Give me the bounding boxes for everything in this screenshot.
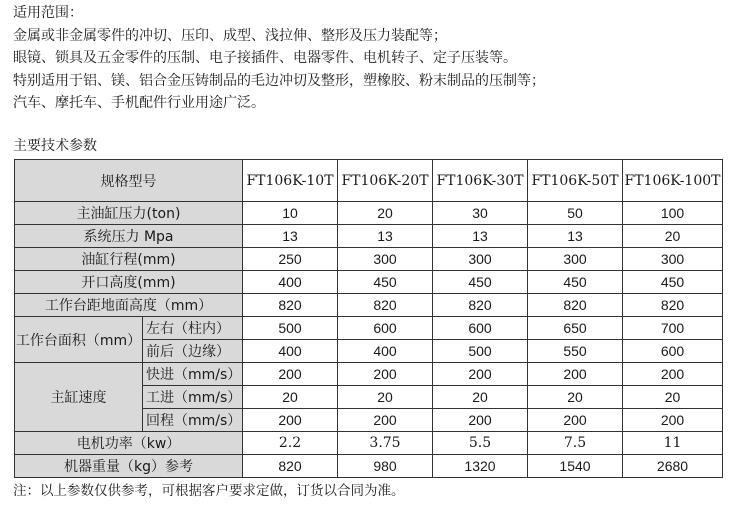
table-row [15, 271, 723, 294]
value-cell: 13 [243, 225, 338, 248]
section-title: 主要技术参数 [13, 138, 97, 154]
value-cell: 30 [433, 202, 528, 225]
table-row [15, 363, 723, 386]
group-label: 工作台面积（mm） [15, 317, 143, 363]
value-cell: 100 [623, 202, 723, 225]
model-cell: FT106K-20T [338, 160, 433, 202]
value-cell: 820 [243, 455, 338, 478]
value-cell: 300 [433, 248, 528, 271]
value-cell: 20 [338, 202, 433, 225]
value-cell: 200 [528, 363, 623, 386]
table-row [15, 455, 723, 478]
table-row [15, 317, 723, 340]
model-cell: FT106K-50T [528, 160, 623, 202]
row-label: 系统压力 Mpa [15, 225, 243, 248]
sub-label: 前后（边缘） [143, 340, 243, 363]
table-row [15, 202, 723, 225]
value-cell: 820 [528, 294, 623, 317]
value-cell: 20 [623, 225, 723, 248]
value-cell: 200 [623, 363, 723, 386]
sub-label: 回程（mm/s） [143, 409, 243, 432]
value-cell: 500 [243, 317, 338, 340]
value-cell: 400 [243, 271, 338, 294]
value-cell: 820 [623, 294, 723, 317]
value-cell: 200 [528, 409, 623, 432]
intro-line: 金属或非金属零件的冲切、压印、成型、浅拉伸、整形及压力装配等； [13, 27, 447, 44]
value-cell: 11 [623, 432, 723, 455]
value-cell: 20 [433, 386, 528, 409]
value-cell: 200 [338, 363, 433, 386]
value-cell: 450 [338, 271, 433, 294]
footnote: 注：以上参数仅供参考，可根据客户要求定做，订货以合同为准。 [13, 483, 405, 499]
value-cell: 200 [623, 409, 723, 432]
value-cell: 600 [433, 317, 528, 340]
row-label: 开口高度(mm) [15, 271, 243, 294]
table-row-header [15, 160, 723, 202]
value-cell: 200 [433, 363, 528, 386]
value-cell: 450 [433, 271, 528, 294]
value-cell: 300 [528, 248, 623, 271]
value-cell: 1540 [528, 455, 623, 478]
value-cell: 200 [243, 363, 338, 386]
row-label: 机器重量（kg）参考 [15, 455, 243, 478]
value-cell: 550 [528, 340, 623, 363]
value-cell: 1320 [433, 455, 528, 478]
table-row [15, 294, 723, 317]
model-cell: FT106K-10T [243, 160, 338, 202]
row-label: 工作台距地面高度（mm） [15, 294, 243, 317]
intro-line: 特别适用于铝、镁、铝合金压铸制品的毛边冲切及整形，塑橡胶、粉末制品的压制等； [13, 72, 545, 89]
value-cell: 13 [338, 225, 433, 248]
value-cell: 600 [338, 317, 433, 340]
value-cell: 400 [243, 340, 338, 363]
value-cell: 50 [528, 202, 623, 225]
value-cell: 20 [243, 386, 338, 409]
value-cell: 20 [623, 386, 723, 409]
value-cell: 7.5 [528, 432, 623, 455]
table-row [15, 432, 723, 455]
value-cell: 500 [433, 340, 528, 363]
sub-label: 快进（mm/s） [143, 363, 243, 386]
table-row [15, 248, 723, 271]
intro-line: 汽车、摩托车、手机配件行业用途广泛。 [13, 95, 265, 112]
value-cell: 450 [623, 271, 723, 294]
row-label: 电机功率（kw） [15, 432, 243, 455]
value-cell: 400 [338, 340, 433, 363]
value-cell: 10 [243, 202, 338, 225]
value-cell: 2.2 [243, 432, 338, 455]
sub-label: 左右（柱内） [143, 317, 243, 340]
model-cell: FT106K-100T [623, 160, 723, 202]
value-cell: 300 [338, 248, 433, 271]
value-cell: 2680 [623, 455, 723, 478]
intro-text [13, 2, 545, 115]
value-cell: 820 [243, 294, 338, 317]
value-cell: 20 [528, 386, 623, 409]
table-row [15, 225, 723, 248]
intro-line: 适用范围： [13, 5, 83, 21]
value-cell: 200 [243, 409, 338, 432]
row-label: 油缸行程(mm) [15, 248, 243, 271]
value-cell: 250 [243, 248, 338, 271]
value-cell: 700 [623, 317, 723, 340]
value-cell: 13 [433, 225, 528, 248]
model-cell: FT106K-30T [433, 160, 528, 202]
value-cell: 820 [433, 294, 528, 317]
sub-label: 工进（mm/s） [143, 386, 243, 409]
row-label: 主油缸压力(ton) [15, 202, 243, 225]
value-cell: 5.5 [433, 432, 528, 455]
group-label: 主缸速度 [15, 363, 143, 432]
value-cell: 200 [338, 409, 433, 432]
value-cell: 450 [528, 271, 623, 294]
value-cell: 650 [528, 317, 623, 340]
value-cell: 600 [623, 340, 723, 363]
value-cell: 13 [528, 225, 623, 248]
parameters-table [14, 159, 723, 478]
value-cell: 200 [433, 409, 528, 432]
value-cell: 820 [338, 294, 433, 317]
intro-line: 眼镜、锁具及五金零件的压制、电子接插件、电器零件、电机转子、定子压装等。 [13, 50, 517, 67]
spec-header: 规格型号 [15, 160, 243, 202]
value-cell: 300 [623, 248, 723, 271]
value-cell: 3.75 [338, 432, 433, 455]
value-cell: 20 [338, 386, 433, 409]
value-cell: 980 [338, 455, 433, 478]
